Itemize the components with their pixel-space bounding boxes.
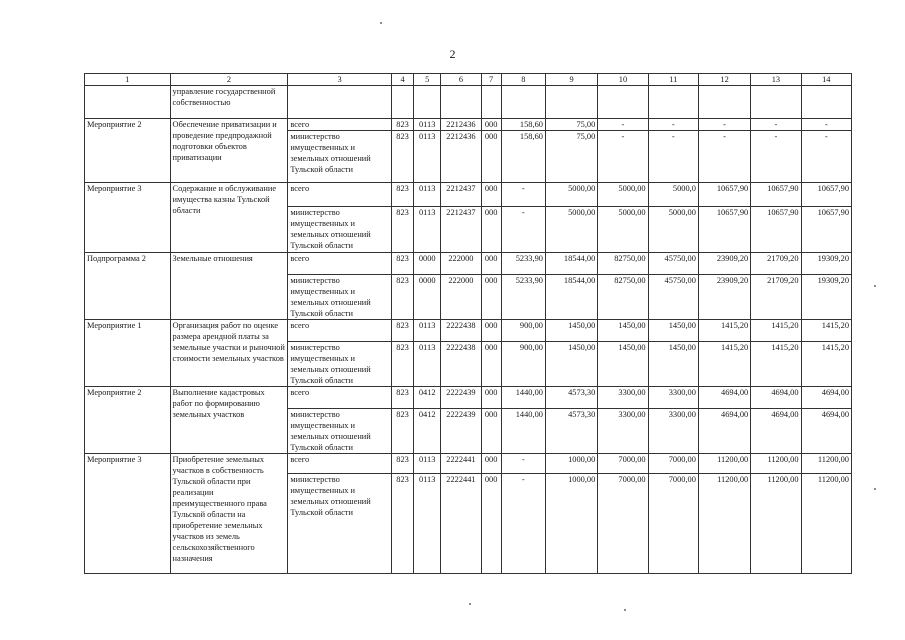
code-cell: 000 (481, 131, 501, 183)
code-cell: 000 (481, 207, 501, 253)
amount-cell: 7000,00 (648, 474, 698, 574)
column-number: 10 (598, 74, 648, 86)
amount-cell: 3300,00 (648, 387, 698, 409)
code-cell: 000 (481, 454, 501, 474)
amount-cell: 1415,20 (801, 342, 851, 387)
code-cell: 823 (391, 409, 413, 454)
code-cell: 0113 (414, 474, 441, 574)
amount-cell: 1415,20 (751, 342, 801, 387)
column-number: 8 (501, 74, 545, 86)
amount-cell: - (648, 131, 698, 183)
scan-speck (874, 488, 876, 490)
amount-cell: - (801, 131, 851, 183)
amount-cell: 7000,00 (598, 454, 648, 474)
executor: министерство имущественных и земельных отношений Тульской области (288, 207, 392, 253)
code-cell: 0113 (414, 131, 441, 183)
code-cell: 2222439 (441, 409, 481, 454)
amount-cell: 1450,00 (545, 342, 597, 387)
row-name: Земельные отношения (170, 253, 288, 320)
amount-cell: 18544,00 (545, 253, 597, 275)
row-total (85, 454, 852, 474)
amount-cell: 10657,90 (751, 207, 801, 253)
amount-cell: 1000,00 (545, 454, 597, 474)
amount-cell: 1415,20 (751, 320, 801, 342)
amount-cell: 5000,00 (598, 183, 648, 207)
empty-cell (85, 86, 171, 119)
amount-cell: 1450,00 (648, 342, 698, 387)
amount-cell: 1415,20 (698, 320, 750, 342)
row-total (85, 119, 852, 131)
executor: всего (288, 119, 392, 131)
amount-cell: 21709,20 (751, 253, 801, 275)
executor: министерство имущественных и земельных отношений Тульской области (288, 275, 392, 320)
continuation-row (85, 86, 852, 119)
amount-cell: 158,60 (501, 131, 545, 183)
amount-cell: 10657,90 (698, 207, 750, 253)
amount-cell: - (501, 207, 545, 253)
row-label: Подпрограмма 2 (85, 253, 171, 320)
row-label: Мероприятие 2 (85, 387, 171, 454)
code-cell: 0113 (414, 119, 441, 131)
scan-speck (624, 609, 626, 611)
amount-cell: 1440,00 (501, 409, 545, 454)
amount-cell: - (598, 131, 648, 183)
amount-cell: 5000,00 (545, 183, 597, 207)
column-number: 7 (481, 74, 501, 86)
row-name: Обеспечение приватизации и проведение предпродажной подготовки объектов приватизации (170, 119, 288, 183)
row-name: Приобретение земельных участков в собственность Тульской области при реализации преимущественного права Тульской области на приобретение земельных участков из земель сельскохозяйственного назначения (170, 454, 288, 574)
code-cell: 000 (481, 474, 501, 574)
code-cell: 000 (481, 275, 501, 320)
executor: всего (288, 387, 392, 409)
amount-cell: 5000,0 (648, 183, 698, 207)
code-cell: 823 (391, 253, 413, 275)
amount-cell: 10657,90 (801, 207, 851, 253)
amount-cell: 21709,20 (751, 275, 801, 320)
amount-cell: 11200,00 (698, 474, 750, 574)
amount-cell: 19309,20 (801, 253, 851, 275)
row-total (85, 387, 852, 409)
code-cell: 823 (391, 342, 413, 387)
code-cell: 000 (481, 183, 501, 207)
code-cell: 2212436 (441, 131, 481, 183)
executor: всего (288, 253, 392, 275)
scan-speck (380, 22, 382, 24)
code-cell: 222000 (441, 253, 481, 275)
code-cell: 0000 (414, 275, 441, 320)
amount-cell: 75,00 (545, 131, 597, 183)
row-total (85, 253, 852, 275)
amount-cell: - (648, 119, 698, 131)
column-number: 11 (648, 74, 698, 86)
amount-cell: 1450,00 (545, 320, 597, 342)
amount-cell: 3300,00 (648, 409, 698, 454)
code-cell: 000 (481, 342, 501, 387)
code-cell: 000 (481, 320, 501, 342)
amount-cell: 900,00 (501, 342, 545, 387)
row-label: Мероприятие 1 (85, 320, 171, 387)
amount-cell: 11200,00 (698, 454, 750, 474)
amount-cell: 4694,00 (698, 409, 750, 454)
scan-speck (469, 603, 471, 605)
row-label: Мероприятие 3 (85, 183, 171, 253)
code-cell: 2222441 (441, 454, 481, 474)
amount-cell: 75,00 (545, 119, 597, 131)
column-number: 2 (170, 74, 288, 86)
amount-cell: 1415,20 (801, 320, 851, 342)
code-cell: 823 (391, 131, 413, 183)
amount-cell: 1440,00 (501, 387, 545, 409)
row-name: Выполнение кадастровых работ по формированию земельных участков (170, 387, 288, 454)
row-label: Мероприятие 3 (85, 454, 171, 574)
amount-cell: 10657,90 (801, 183, 851, 207)
row-total (85, 183, 852, 207)
code-cell: 0000 (414, 253, 441, 275)
code-cell: 2222439 (441, 387, 481, 409)
amount-cell: 23909,20 (698, 253, 750, 275)
amount-cell: 10657,90 (751, 183, 801, 207)
amount-cell: - (698, 119, 750, 131)
column-number: 9 (545, 74, 597, 86)
amount-cell: 4694,00 (698, 387, 750, 409)
code-cell: 222000 (441, 275, 481, 320)
code-cell: 2222438 (441, 320, 481, 342)
amount-cell: 4694,00 (801, 387, 851, 409)
amount-cell: 4694,00 (751, 387, 801, 409)
amount-cell: 45750,00 (648, 275, 698, 320)
amount-cell: - (598, 119, 648, 131)
amount-cell: 23909,20 (698, 275, 750, 320)
amount-cell: - (751, 119, 801, 131)
program-table (84, 73, 852, 574)
code-cell: 0412 (414, 409, 441, 454)
executor: всего (288, 320, 392, 342)
column-number: 1 (85, 74, 171, 86)
amount-cell: 18544,00 (545, 275, 597, 320)
executor: министерство имущественных и земельных отношений Тульской области (288, 474, 392, 574)
amount-cell: - (751, 131, 801, 183)
row-name: Содержание и обслуживание имущества казны Тульской области (170, 183, 288, 253)
executor: министерство имущественных и земельных отношений Тульской области (288, 342, 392, 387)
amount-cell: 1450,00 (598, 320, 648, 342)
amount-cell: 1450,00 (648, 320, 698, 342)
amount-cell: 45750,00 (648, 253, 698, 275)
amount-cell: 1415,20 (698, 342, 750, 387)
page-number: 2 (449, 47, 456, 61)
code-cell: 823 (391, 119, 413, 131)
amount-cell: 4694,00 (751, 409, 801, 454)
code-cell: 823 (391, 474, 413, 574)
executor: всего (288, 454, 392, 474)
code-cell: 2212437 (441, 207, 481, 253)
code-cell: 0113 (414, 183, 441, 207)
code-cell: 0412 (414, 387, 441, 409)
column-number: 12 (698, 74, 750, 86)
amount-cell: 11200,00 (801, 454, 851, 474)
code-cell: 2212437 (441, 183, 481, 207)
amount-cell: 82750,00 (598, 253, 648, 275)
column-number: 3 (288, 74, 392, 86)
code-cell: 2212436 (441, 119, 481, 131)
amount-cell: - (501, 183, 545, 207)
amount-cell: 5000,00 (598, 207, 648, 253)
amount-cell: 7000,00 (648, 454, 698, 474)
column-number: 4 (391, 74, 413, 86)
amount-cell: - (698, 131, 750, 183)
executor: всего (288, 183, 392, 207)
amount-cell: 11200,00 (751, 454, 801, 474)
code-cell: 823 (391, 387, 413, 409)
column-number: 5 (414, 74, 441, 86)
amount-cell: 3300,00 (598, 387, 648, 409)
amount-cell: - (501, 474, 545, 574)
amount-cell: 11200,00 (751, 474, 801, 574)
code-cell: 0113 (414, 342, 441, 387)
code-cell: 000 (481, 409, 501, 454)
row-name: Организация работ по оценке размера арендной платы за земельные участки и рыночной стоимости земельных участков (170, 320, 288, 387)
code-cell: 823 (391, 275, 413, 320)
amount-cell: 4573,30 (545, 409, 597, 454)
code-cell: 000 (481, 119, 501, 131)
code-cell: 2222438 (441, 342, 481, 387)
code-cell: 0113 (414, 207, 441, 253)
code-cell: 823 (391, 183, 413, 207)
row-total (85, 320, 852, 342)
code-cell: 823 (391, 207, 413, 253)
amount-cell: 5233,90 (501, 275, 545, 320)
amount-cell: 158,60 (501, 119, 545, 131)
amount-cell: 5000,00 (648, 207, 698, 253)
amount-cell: 82750,00 (598, 275, 648, 320)
code-cell: 0113 (414, 454, 441, 474)
amount-cell: 1450,00 (598, 342, 648, 387)
amount-cell: 4573,30 (545, 387, 597, 409)
column-number-row (85, 74, 852, 86)
amount-cell: - (801, 119, 851, 131)
code-cell: 2222441 (441, 474, 481, 574)
code-cell: 823 (391, 320, 413, 342)
amount-cell: 900,00 (501, 320, 545, 342)
column-number: 14 (801, 74, 851, 86)
code-cell: 000 (481, 253, 501, 275)
amount-cell: 3300,00 (598, 409, 648, 454)
amount-cell: - (501, 454, 545, 474)
amount-cell: 1000,00 (545, 474, 597, 574)
code-cell: 000 (481, 387, 501, 409)
executor: министерство имущественных и земельных отношений Тульской области (288, 131, 392, 183)
amount-cell: 4694,00 (801, 409, 851, 454)
code-cell: 823 (391, 454, 413, 474)
scan-speck (874, 285, 876, 287)
column-number: 6 (441, 74, 481, 86)
executor: министерство имущественных и земельных отношений Тульской области (288, 409, 392, 454)
amount-cell: 19309,20 (801, 275, 851, 320)
amount-cell: 11200,00 (801, 474, 851, 574)
column-number: 13 (751, 74, 801, 86)
amount-cell: 5000,00 (545, 207, 597, 253)
amount-cell: 10657,90 (698, 183, 750, 207)
amount-cell: 5233,90 (501, 253, 545, 275)
row-label: Мероприятие 2 (85, 119, 171, 183)
amount-cell: 7000,00 (598, 474, 648, 574)
code-cell: 0113 (414, 320, 441, 342)
continuation-name: управление государственной собственностью (170, 86, 288, 119)
